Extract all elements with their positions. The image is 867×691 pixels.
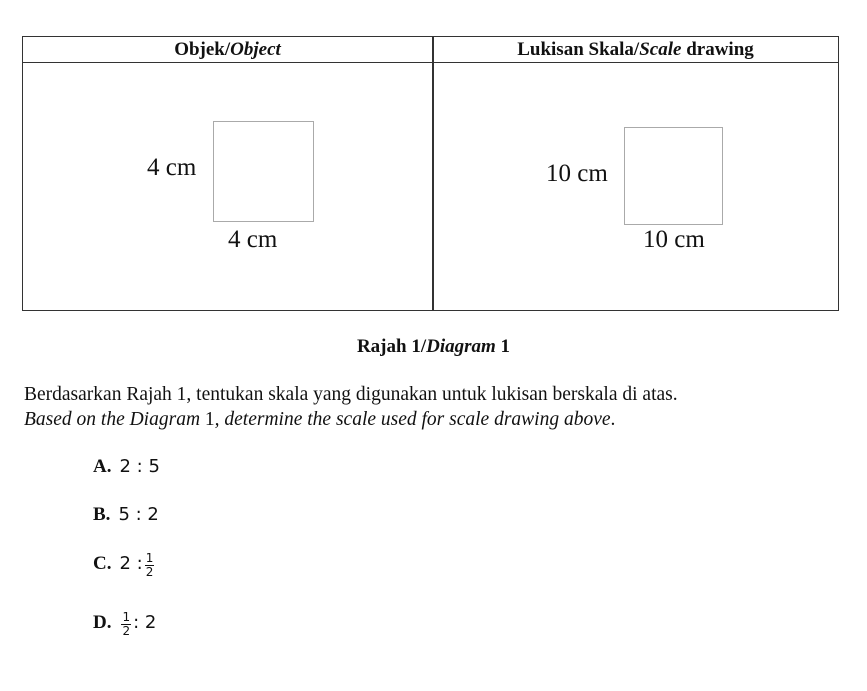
header-text: Objek/ <box>174 39 231 60</box>
header-italic: Scale <box>639 39 682 60</box>
q-en-num: 1 <box>204 409 215 430</box>
object-side-label: 4 cm <box>147 154 197 181</box>
q-en-end: . <box>610 409 616 430</box>
drawing-bottom-label: 10 cm <box>643 226 705 253</box>
fraction <box>145 552 155 579</box>
header-suffix: drawing <box>681 39 754 60</box>
option-d[interactable] <box>93 611 156 638</box>
numerator: 1 <box>145 551 154 565</box>
denominator: 2 <box>145 565 154 579</box>
option-c[interactable] <box>93 552 156 579</box>
option-label: C. <box>93 553 112 575</box>
option-label: D. <box>93 612 112 634</box>
column-divider <box>432 37 434 310</box>
header-text: Lukisan Skala/ <box>517 39 640 60</box>
caption-text: Rajah 1/ <box>356 336 427 357</box>
denominator: 2 <box>122 624 131 638</box>
drawing-square <box>624 127 723 225</box>
object-bottom-label: 4 cm <box>228 226 278 253</box>
option-label: B. <box>93 504 111 525</box>
header-object <box>23 39 432 61</box>
option-value: 5 : 2 <box>118 504 159 525</box>
question-malay: Berdasarkan Rajah 1, tentukan skala yang digunakan untuk lukisan berskala di atas. <box>24 384 678 405</box>
numerator: 1 <box>122 610 131 624</box>
header-scale-drawing <box>433 39 838 61</box>
option-label: A. <box>93 456 112 477</box>
diagram-caption <box>0 336 867 358</box>
caption-suffix: 1 <box>495 336 511 357</box>
header-italic: Object <box>230 39 281 60</box>
question-english <box>24 409 615 431</box>
option-lhs: 2 : <box>119 553 143 575</box>
drawing-side-label: 10 cm <box>546 160 608 187</box>
q-en-a: Based on the Diagram <box>24 409 205 430</box>
option-rhs: : 2 <box>133 612 157 634</box>
object-square <box>213 121 314 222</box>
fraction <box>121 611 131 638</box>
q-en-b: , determine the scale used for scale drawing above <box>214 409 611 430</box>
option-value: 2 : 5 <box>119 456 160 477</box>
option-b[interactable] <box>93 504 159 526</box>
caption-italic: Diagram <box>426 336 496 357</box>
option-a[interactable] <box>93 456 160 478</box>
